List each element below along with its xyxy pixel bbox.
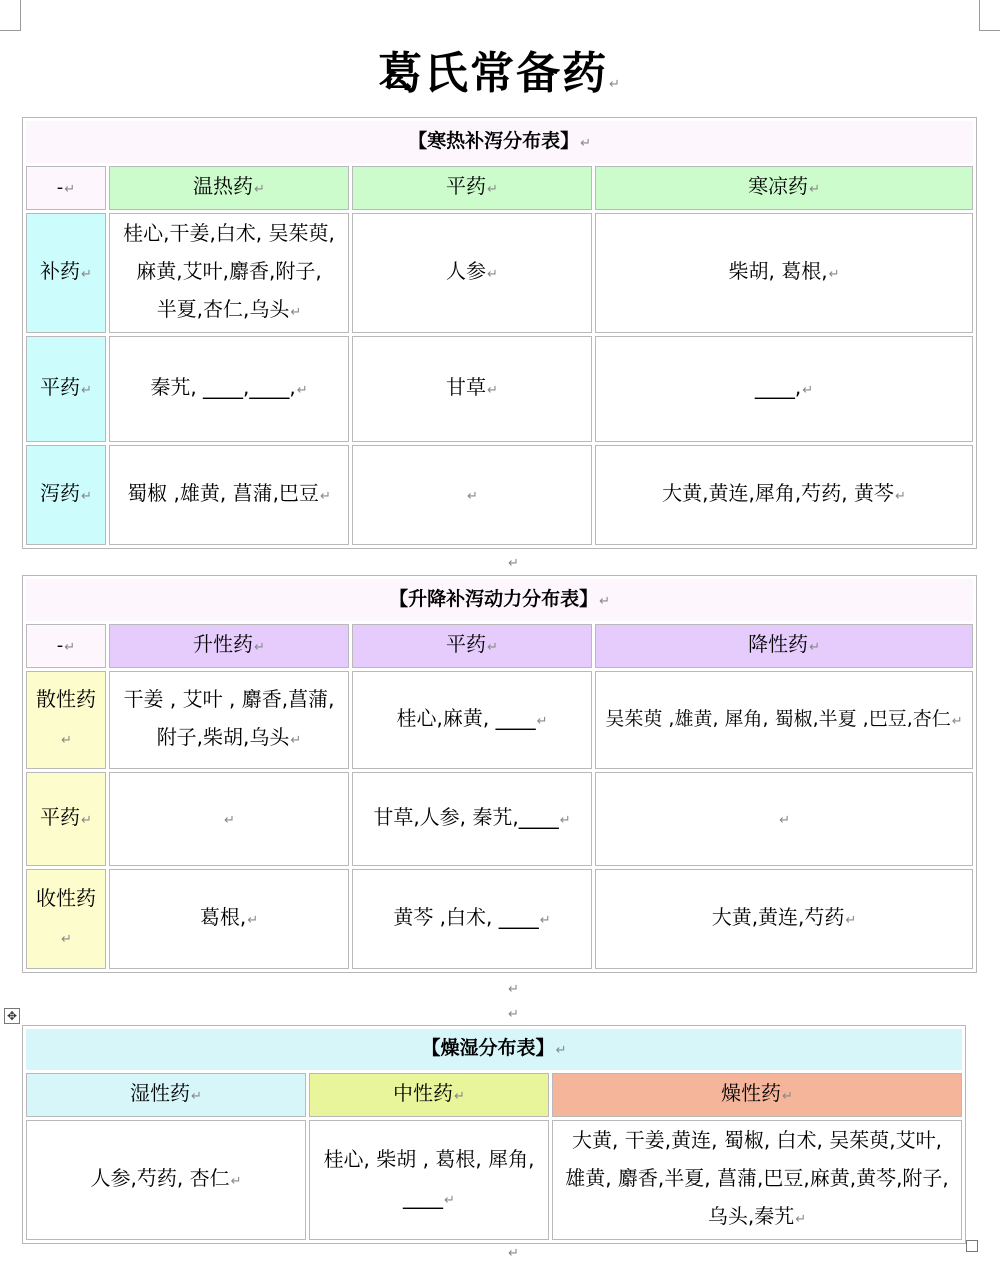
table-cell <box>26 1120 306 1240</box>
column-header <box>595 166 973 210</box>
paragraph-mark: ↵ <box>247 913 259 928</box>
table-cell <box>595 671 973 769</box>
header-text: 寒凉药 <box>748 174 809 198</box>
paragraph-mark: ↵ <box>81 383 92 398</box>
table-cell <box>595 213 973 333</box>
cell-text: 甘草 <box>446 375 487 399</box>
cell-text: 干姜 , 艾叶 , 麝香,菖蒲, 附子,柴胡,乌头 <box>123 687 335 749</box>
row-label-text: 平药 <box>40 375 81 399</box>
column-header <box>352 166 592 210</box>
caption-text: 【燥湿分布表】 <box>421 1037 555 1059</box>
paragraph-mark: ↵ <box>555 1043 567 1058</box>
paragraph-mark: ↵ <box>809 640 820 655</box>
table-cell <box>109 336 349 442</box>
table-move-handle-icon[interactable]: ✥ <box>4 1008 20 1024</box>
paragraph-mark: ↵ <box>508 1246 519 1261</box>
paragraph-mark: ↵ <box>487 383 498 398</box>
table-cell <box>595 772 973 866</box>
table-cell <box>352 869 592 969</box>
cell-text: 人参 <box>446 259 487 283</box>
page-corner-mark-right <box>979 0 1000 31</box>
row-label <box>26 336 106 442</box>
header-text: 降性药 <box>748 632 809 656</box>
table-cell <box>309 1120 549 1240</box>
cell-text: 柴胡, 葛根, <box>728 259 828 283</box>
row-label <box>26 671 106 769</box>
document-title-text: 葛氏常备药 <box>378 48 609 99</box>
header-text: 温热药 <box>193 174 254 198</box>
paragraph-mark: ↵ <box>81 813 92 828</box>
paragraph-mark: ↵ <box>454 1089 465 1104</box>
table-cell <box>352 445 592 545</box>
paragraph-mark: ↵ <box>61 932 72 947</box>
table-cell <box>109 445 349 545</box>
cell-text: 大黄, 干姜,黄连, 蜀椒, 白术, 吴茱萸,艾叶, 雄黄, 麝香,半夏, 菖蒲,巴豆,麻黄,黄芩,附子, 乌头,秦艽 <box>565 1128 949 1228</box>
row-label-text: 泻药 <box>40 481 81 505</box>
header-text: 中性药 <box>393 1081 454 1105</box>
table-cell <box>109 772 349 866</box>
paragraph-mark: ↵ <box>191 1089 202 1104</box>
paragraph-mark: ↵ <box>809 182 820 197</box>
table-caption <box>26 579 973 621</box>
table-cell <box>352 336 592 442</box>
paragraph-mark: ↵ <box>559 813 571 828</box>
table-cell <box>595 869 973 969</box>
column-header <box>352 624 592 668</box>
header-text: 升性药 <box>193 632 254 656</box>
column-header <box>309 1073 549 1117</box>
row-label <box>26 869 106 969</box>
paragraph-mark: ↵ <box>296 383 308 398</box>
header-text: 燥性药 <box>721 1081 782 1105</box>
paragraph-mark: ↵ <box>487 182 498 197</box>
paragraph-mark: ↵ <box>536 714 548 729</box>
table-cell <box>352 772 592 866</box>
header-text: 平药 <box>446 632 487 656</box>
cell-text: 桂心, 柴胡 , 葛根, 犀角, ____ <box>323 1147 535 1209</box>
paragraph-mark: ↵ <box>254 640 265 655</box>
paragraph-mark: ↵ <box>828 267 840 282</box>
page-corner-mark-left <box>0 0 21 31</box>
corner-text: - <box>56 177 64 198</box>
paragraph-mark: ↵ <box>81 267 92 282</box>
corner-cell <box>26 166 106 210</box>
table-cell <box>552 1120 962 1240</box>
paragraph-mark: ↵ <box>64 182 76 197</box>
table-cell <box>109 213 349 333</box>
cell-text: 桂心,麻黄, ____ <box>396 706 536 730</box>
paragraph-mark: ↵ <box>539 913 551 928</box>
paragraph-mark: ↵ <box>951 713 963 729</box>
cell-text: 甘草,人参, 秦艽,____ <box>373 805 559 829</box>
cell-text: 黄芩 ,白术, ____ <box>393 905 539 929</box>
paragraph-mark: ↵ <box>224 813 235 828</box>
paragraph-mark: ↵ <box>254 182 265 197</box>
caption-text: 【寒热补泻分布表】 <box>408 129 580 152</box>
column-header <box>595 624 973 668</box>
row-label <box>26 772 106 866</box>
paragraph-mark: ↵ <box>64 640 76 655</box>
corner-text: - <box>56 635 64 656</box>
ascend-descend-table <box>22 575 977 973</box>
paragraph-mark: ↵ <box>319 489 331 504</box>
table-cell <box>109 671 349 769</box>
header-text: 湿性药 <box>130 1081 191 1105</box>
cell-text: 葛根, <box>199 905 247 929</box>
cold-heat-table <box>22 117 977 549</box>
row-label-text: 补药 <box>40 259 81 283</box>
dry-damp-table <box>22 1025 966 1244</box>
paragraph-mark: ↵ <box>508 982 519 997</box>
paragraph-mark: ↵ <box>845 913 857 928</box>
row-label-text: 散性药 <box>36 687 96 711</box>
table-cell <box>352 213 592 333</box>
header-text: 平药 <box>446 174 487 198</box>
column-header <box>552 1073 962 1117</box>
corner-cell <box>26 624 106 668</box>
paragraph-mark: ↵ <box>81 489 92 504</box>
paragraph-mark: ↵ <box>802 383 814 398</box>
paragraph-mark: ↵ <box>487 267 498 282</box>
paragraph-mark: ↵ <box>508 556 519 571</box>
row-label <box>26 445 106 545</box>
paragraph-mark: ↵ <box>609 77 622 92</box>
cell-text: 大黄,黄连,芍药 <box>711 905 845 929</box>
row-label-text: 平药 <box>40 805 81 829</box>
paragraph-mark: ↵ <box>782 1089 793 1104</box>
caption-text: 【升降补泻动力分布表】 <box>389 587 599 610</box>
cell-text: 蜀椒 ,雄黄, 菖蒲,巴豆 <box>127 481 319 505</box>
paragraph-mark: ↵ <box>290 733 302 748</box>
document-title <box>0 44 1000 115</box>
paragraph-mark: ↵ <box>894 489 906 504</box>
paragraph-mark: ↵ <box>467 489 478 504</box>
cell-text: 大黄,黄连,犀角,芍药, 黄芩 <box>662 481 894 505</box>
column-header <box>109 624 349 668</box>
column-header <box>26 1073 306 1117</box>
table-cell <box>595 445 973 545</box>
paragraph-mark: ↵ <box>795 1212 807 1227</box>
row-label <box>26 213 106 333</box>
column-header <box>109 166 349 210</box>
cell-text: 人参,芍药, 杏仁 <box>90 1166 230 1190</box>
paragraph-mark: ↵ <box>487 640 498 655</box>
table-cell <box>352 671 592 769</box>
paragraph-mark: ↵ <box>290 305 302 320</box>
cell-text: 吴茱萸 ,雄黄, 犀角, 蜀椒,半夏 ,巴豆,杏仁 <box>605 707 951 730</box>
cell-text: 秦艽, ____,____, <box>150 375 296 399</box>
paragraph-mark: ↵ <box>779 813 790 828</box>
table-cell <box>109 869 349 969</box>
paragraph-mark: ↵ <box>599 593 610 609</box>
row-label-text: 收性药 <box>36 886 96 910</box>
paragraph-mark: ↵ <box>580 135 591 151</box>
table-caption <box>26 1029 962 1070</box>
table-resize-handle-icon[interactable] <box>966 1240 978 1252</box>
paragraph-mark: ↵ <box>508 1007 519 1022</box>
table-cell <box>595 336 973 442</box>
table-caption <box>26 121 973 163</box>
paragraph-mark: ↵ <box>61 733 72 748</box>
cell-text: 桂心,干姜,白术, 吴茱萸, 麻黄,艾叶,麝香,附子, 半夏,杏仁,乌头 <box>123 221 335 321</box>
paragraph-mark: ↵ <box>444 1193 455 1208</box>
cell-text: ____, <box>754 375 802 399</box>
paragraph-mark: ↵ <box>230 1174 242 1189</box>
